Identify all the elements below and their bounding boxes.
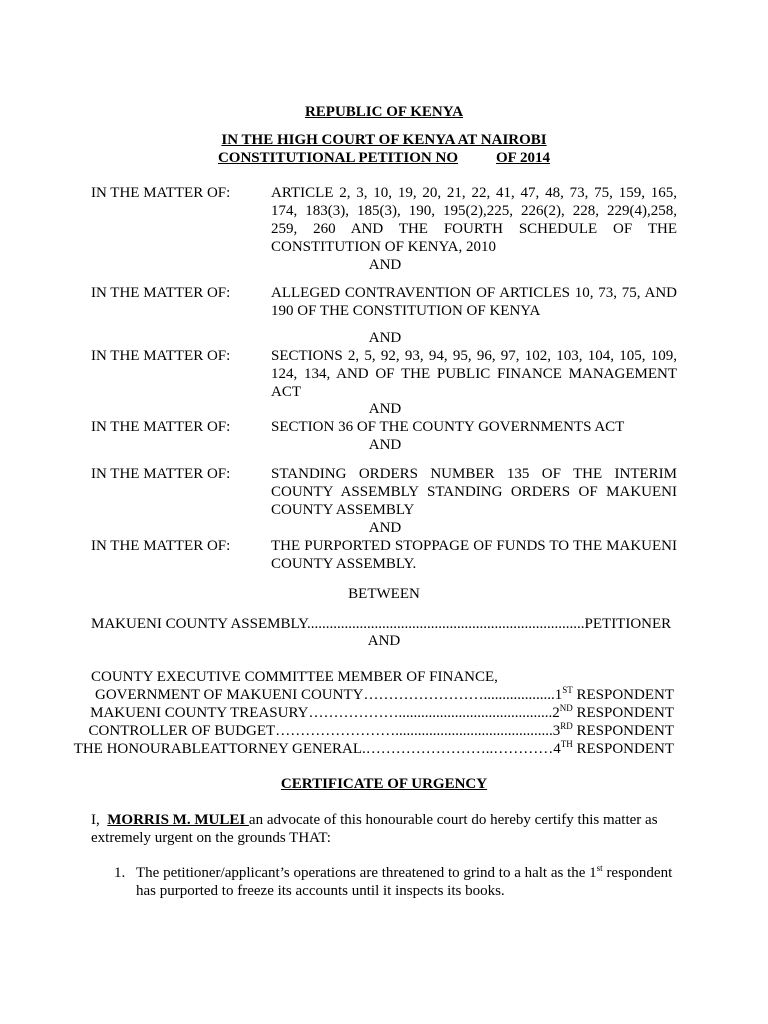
respondent-3-line: CONTROLLER OF BUDGET……………………..........................................3RD RESPONDENT xyxy=(88,721,674,739)
matter-label-2: IN THE MATTER OF: xyxy=(91,285,231,301)
matter-label-3: IN THE MATTER OF: xyxy=(91,348,231,364)
matter-text-3: SECTIONS 2, 5, 92, 93, 94, 95, 96, 97, 102, 103, 104, 105, 109, 124, 134, AND OF THE PUBLIC FINANCE MANAGEMENT ACT xyxy=(271,348,677,400)
court-heading: IN THE HIGH COURT OF KENYA AT NAIROBI xyxy=(221,132,547,148)
matter-text-5: STANDING ORDERS NUMBER 135 OF THE INTERIM COUNTY ASSEMBLY STANDING ORDERS OF MAKUENI COUNTY ASSEMBLY xyxy=(271,466,677,518)
matter-and-5: AND xyxy=(368,520,402,536)
matter-and-1: AND xyxy=(368,257,402,273)
petition-heading xyxy=(0,149,768,167)
advocate-name: MORRIS M. MULEI xyxy=(107,812,249,828)
matter-label-4: IN THE MATTER OF: xyxy=(91,419,231,435)
respondent-2-line: MAKUENI COUNTY TREASURY……………….........................................2ND RESPONDENT xyxy=(90,703,674,721)
between-label: BETWEEN xyxy=(348,586,420,602)
republic-heading: REPUBLIC OF KENYA xyxy=(304,104,464,120)
certificate-intro: I, MORRIS M. MULEI an advocate of this honourable court do hereby certify this matter as extremely urgent on the grounds THAT: xyxy=(91,812,658,846)
ground-1-text: The petitioner/applicant’s operations are threatened to grind to a halt as the 1st respondent has purported to freeze its accounts until it inspects its books. xyxy=(136,863,673,899)
respondent-1-line-2: GOVERNMENT OF MAKUENI COUNTY……………………...................1ST RESPONDENT xyxy=(94,685,674,703)
petition-prefix: CONSTITUTIONAL PETITION NO xyxy=(217,150,459,166)
matter-text-6: THE PURPORTED STOPPAGE OF FUNDS TO THE MAKUENI COUNTY ASSEMBLY. xyxy=(271,538,677,572)
matter-text-1: ARTICLE 2, 3, 10, 19, 20, 21, 22, 41, 47, 48, 73, 75, 159, 165, 174, 183(3), 185(3), 190, 195(2),225, 226(2), 228, 229(4),258, 259, 260 AND THE FOURTH SCHEDULE OF THE CONSTITUTION OF KENYA, 2010 xyxy=(271,185,677,255)
matter-text-4: SECTION 36 OF THE COUNTY GOVERNMENTS ACT xyxy=(271,419,625,435)
parties-and: AND xyxy=(367,633,401,649)
certificate-title: CERTIFICATE OF URGENCY xyxy=(280,776,488,792)
matter-label-1: IN THE MATTER OF: xyxy=(91,185,231,201)
matter-and-4: AND xyxy=(368,437,402,453)
respondent-1-line-1: COUNTY EXECUTIVE COMMITTEE MEMBER OF FINANCE, xyxy=(91,669,498,685)
petition-year: OF 2014 xyxy=(496,150,551,166)
ground-1-number: 1. xyxy=(114,865,126,881)
matter-label-5: IN THE MATTER OF: xyxy=(91,466,231,482)
respondent-4-line: THE HONOURABLEATTORNEY GENERAL.……………………..…………4TH RESPONDENT xyxy=(73,739,674,757)
matter-and-3: AND xyxy=(368,401,402,417)
matter-and-2: AND xyxy=(368,330,402,346)
matter-text-2: ALLEGED CONTRAVENTION OF ARTICLES 10, 73, 75, AND 190 OF THE CONSTITUTION OF KENYA xyxy=(271,285,677,319)
petitioner-line: MAKUENI COUNTY ASSEMBLY..........................................................................PETITIONER xyxy=(91,616,672,632)
matter-label-6: IN THE MATTER OF: xyxy=(91,538,231,554)
